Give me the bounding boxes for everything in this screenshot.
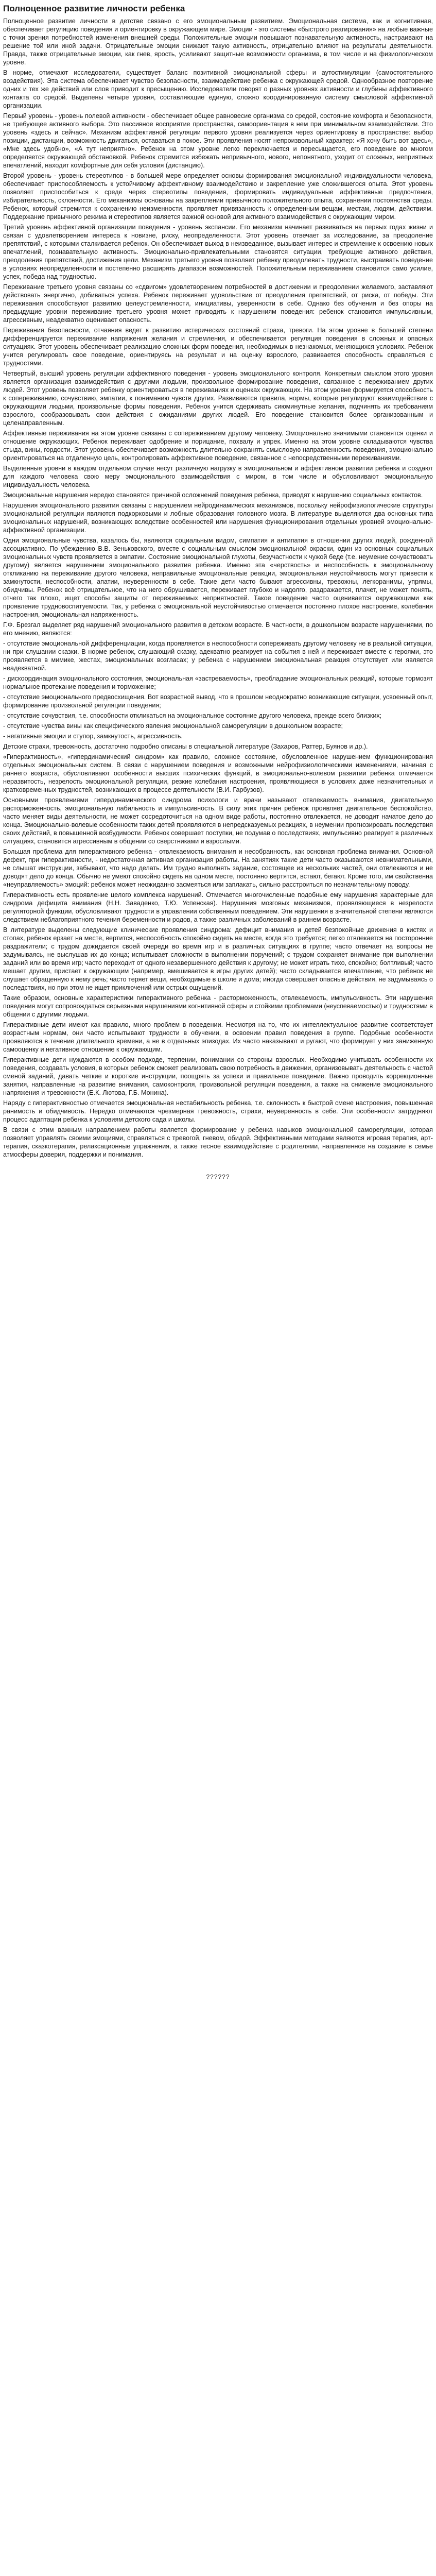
paragraph: «Гиперактивность», «гипердинамический синдром» как правило, сложное состояние, обусловленное нарушением функционирования отдельных эмоциональных систем. В связи с нарушением поведения и возможными нейрофизиологическими изменениями, начиная с раннего возраста, обусловливают особенности высших психических функций, в эмоционально-волевом развитии ребенка отмечается неразвитость, незрелость эмоциональной регуляции, резкие колебания настроения, проявляющиеся в условиях даже незначительных и кратковременных трудностей, возникающих в процессе деятельности (В.И. Гарбузов).: [3, 753, 433, 794]
paragraph: Основными проявлениями гипердинамического синдрома психологи и врачи называют отвлекаемость внимания, двигательную расторможенность, эмоциональную лабильность и импульсивность. В силу этих причин ребенок проявляет двигательное беспокойство, часто меняет виды деятельности, не может сосредоточиться на одном виде работы, постоянно отвлекается, не доводит начатое дело до конца. Эмоционально-волевые особенности таких детей проявляются в непредсказуемых реакциях, в неумении прогнозировать последствия своих действий, в повышенной возбудимости. Ребенок совершает поступки, не подумав о последствиях, импульсивно реагирует в различных ситуациях, становится агрессивным в общении со сверстниками и взрослыми.: [3, 796, 433, 845]
paragraph: Третий уровень аффективной организации поведения - уровень экспансии. Его механизм начинает развиваться на первых годах жизни и связан с удовлетворением интереса к новизне, риску, неопределенности. Этот уровень отвечает за исследование, за преодоление препятствий, с которыми сталкивается ребенок. Он обеспечивает выход в неизведанное, вызывает интерес и стремление к освоению новых впечатлений, познавательную активность. Эмоционально-привлекательными становятся ситуации, требующие активного действия, преодоления препятствий, достижения цели. Механизм третьего уровня позволяет ребенку преодолевать трудности, выстраивать поведение в условиях неопределенности и постепенно расширять диапазон возможностей. Положительным переживанием становится само усилие, успех, победа над трудностью.: [3, 224, 433, 281]
paragraph: Четвертый, высший уровень регуляции аффективного поведения - уровень эмоционального контроля. Конкретным смыслом этого уровня является организация взаимодействия с другими людьми, произвольное формирование поведения, связанное с переживанием других людей. Этот уровень позволяет ребенку ориентироваться в переживаниях и оценках окружающих. На этом уровне формируется способность к сопереживанию, сочувствию, эмпатии, к пониманию чувств других. Развиваются правила, нормы, которые регулируют взаимодействие с окружающими людьми, произвольные формы поведения. Ребенок учится сдерживать сиюминутные желания, подчинять их требованиям взрослого, сообразовывать свои действия с ожиданиями других людей. Его поведение становится более организованным и целенаправленным.: [3, 370, 433, 427]
paragraph: Переживание третьего уровня связаны со «сдвигом» удовлетворением потребностей в достижении и преодолении желаемого, заставляют действовать энергично, добиваться успеха. Ребенок переживает удовольствие от преодоления препятствий, от риска, от победы. Эти переживания способствуют развитию целеустремленности, инициативы, уверенности в себе. Однако без обучения и без опоры на предыдущие уровни переживание третьего уровня может приводить к нарушениям поведения: ребенок становится импульсивным, агрессивным, неадекватно оценивает опасность.: [3, 283, 433, 324]
paragraph: Детские страхи, тревожность, достаточно подробно описаны в специальной литературе (Захаров, Раттер, Буянов и др.).: [3, 743, 368, 751]
paragraph: Первый уровень - уровень полевой активности - обеспечивает общее равновесие организма со средой, состояние комфорта и безопасности, не требующее активного выбора. Это пассивное восприятие пространства, самоориентация в нем при минимальном взаимодействии. Это уровень «здесь и сейчас». Механизм аффективной регуляции первого уровня реализуется через ориентировку в пространстве: выбор позиции, дистанции, возможность двигаться, оставаться в покое. Эти проявления носят непроизвольный характер: «Я хочу быть вот здесь», «Мне здесь удобно», «А тут неприятно». Ребенок на этом уровне легко переключается и пересыщается, его поведение во многом определяется окружающей обстановкой. Ребенок стремится избежать непривычного, нового, непонятного, уходит от сложных, неприятных впечатлений, находит комфортные для себя условия (дистанцию).: [3, 112, 433, 170]
paragraph: Гиперактивные дети имеют как правило, много проблем в поведении. Несмотря на то, что их интеллектуальное развитие соответствует возрастным нормам, они часто испытывают трудности в обучении, в освоении правил поведения в группе. Подобные особенности проявляются в течение длительного времени, а не в отдельных эпизодах. Их часто наказывают и ругают, что формирует у них заниженную самооценку и негативное отношение к окружающим.: [3, 1021, 433, 1054]
paragraph: В норме, отмечают исследователи, существует баланс позитивной эмоциональной сферы и аутостимуляции (самостоятельного воздействия). Эта система обеспечивает чувство безопасности, взаимодействие ребенка с окружающей средой. Однообразное повторение одних и тех же действий или слов приводит к пресыщению. Исследователи говорят о разных уровнях активности и глубины аффективного контакта со средой. Выделены четыре уровня, составляющие единую, сложно координированную систему смысловой аффективной организации.: [3, 69, 433, 110]
paragraph: - отсутствие сочувствия, т.е. способности откликаться на эмоциональное состояние другого человека, прежде всего близких;: [3, 712, 382, 720]
paragraph: Эмоциональные нарушения нередко становятся причиной осложнений поведения ребенка, приводят к нарушению социальных контактов.: [3, 492, 423, 499]
paragraph: Нарушения эмоционального развития связаны с нарушением нейродинамических механизмов, поскольку нейрофизиологические структуры эмоциональной регуляции являются подкорковыми и лобные образования головного мозга. В литературе выделяются два основных типа эмоциональных нарушений, возникающих вследствие особенностей или нарушения функционирования отдельных уровней эмоционально-аффективной организации.: [3, 502, 433, 534]
paragraph: Гиперактивность есть проявление целого комплекса нарушений. Отмечается многочисленные подобные ему нарушения характерные для синдрома дефицита внимания (Н.Н. Заваденко, Т.Ю. Успенская). Нарушения мозговых механизмов, проявляющиеся в незрелости регуляторной функции, обусловливают трудности в управлении собственным поведением. Эти нарушения в значительной степени являются следствием неблагоприятного течения беременности и родов, а также различных заболеваний в раннем возрасте.: [3, 891, 433, 924]
paragraph: - негативные эмоции и ступор, замкнутость, агрессивность.: [3, 733, 183, 740]
paragraph: Аффективные переживания на этом уровне связаны с сопереживанием другому человеку. Эмоционально значимыми становятся оценки и отношение окружающих. Ребенок переживает одобрение и порицание, похвалу и упрек. Именно на этом уровне складываются чувства стыда, вины, гордости. Этот уровень обеспечивает возможность длительно сохранять смысловую направленность поведения, эмоционально ориентироваться на отдаленную цель, контролировать аффективное поведение, связанное с непосредственными переживаниями.: [3, 430, 433, 462]
paragraph: Переживания безопасности, отчаяния ведет к развитию истерических состояний страха, тревоги. На этом уровне в большей степени дифференцируется переживание напряжения желания и стремления, и обеспечивается регуляция поведения в сложных и опасных ситуациях. Этот уровень обеспечивает реализацию сложных форм поведения, необходимых в незнакомых, меняющихся условиях. Ребенок учится регулировать свое поведение, ориентируясь на результат и на оценку взрослого, развивается способность справляться с трудностями.: [3, 327, 433, 367]
paragraph: - отсутствие чувства вины как специфического явления эмоциональной саморегуляции в дошкольном возрасте;: [3, 722, 343, 730]
paragraph: Одни эмоциональные чувства, казалось бы, являются социальным видом, симпатия и антипатия в отношении других людей, рожденной ассоциативно. По убеждению В.В. Зеньковского, вместе с социальным смыслом эмоциональной окраски, один из основных социальных эмоциональных чувств проявляется в эмпатии. Состояние эмоциональной глухоты, безучастности к чужой беде (т.е. неумение сочувствовать другому) является нарушением эмоционального развития ребенка. Именно эта «черствость» и неспособность к эмоциональному откликанию на переживание другого человека, неправильные эмоциональные реакции, эмоциональная неустойчивость могут привести к замкнутости, неспособности, апатии, неуверенности в себе. Такие дети часто бывают агрессивны, тревожны, легкоранимы, упрямы, обидчивы. Ребенок всё отрицательное, что на него обрушивается, переживает глубоко и надолго, раздражается, плачет, не может понять, отчего так плохо, ищет способы защиты от переживаемых неприятностей. Такое поведение часто оценивается окружающими как проявление трудновоспитуемости. Так, у ребенка с эмоциональной неустойчивостью отмечается постоянно плохое настроение, колебания настроения, эмоциональная напряженность.: [3, 537, 433, 619]
paragraph: В литературе выделены следующие клинические проявления синдрома: дефицит внимания и детей безпокойные движения в кистях и стопах, ребенок ерзает на месте, вертится, неспособность спокойно сидеть на месте, когда это требуется; легко отвлекается на посторонние раздражители; с трудом дожидается своей очереди во время игр и в различных ситуациях в группе; часто отвечает на вопросы не задумываясь, не выслушав их до конца; испытывает сложности в выполнении поручений; с трудом сохраняет внимание при выполнении заданий или во время игр; часто переходит от одного незавершенного действия к другому; не может играть тихо, спокойно; болтливый; часто мешает другим, пристает к окружающим (например, вмешивается в игры других детей); часто складывается впечатление, что ребенок не слушает обращенную к нему речь; часто теряет вещи, необходимые в школе и дома; иногда совершает опасные действия, не задумываясь о последствиях, но при этом не ищет приключений или острых ощущений.: [3, 926, 433, 992]
paragraph: - дискоординация эмоционального состояния, эмоциональная «застреваемость», преобладание эмоциональных реакций, которые тормозят нормальное протекание поведения и торможение;: [3, 675, 433, 691]
paragraph: В связи с этим важным направлением работы является формирование у ребенка навыков эмоциональной саморегуляции, которая позволяет управлять своими эмоциями, справляться с тревогой, гневом, обидой. Эффективными методами являются игровая терапия, арт-терапия, сказкотерапия, релаксационные упражнения, а также тесное взаимодействие с родителями, направленное на создание в семье атмосферы доверия, поддержки и понимания.: [3, 1126, 433, 1159]
paragraph: Большая проблема для гиперактивного ребенка - отвлекаемость внимания и несобранность, как основная проблема внимания. Основной дефект, при гиперактивности, - недостаточная активная организация работы. На занятиях такие дети часто оказываются невнимательными, не слышат инструкции, забывают, что надо делать. Им трудно выполнять задание, состоящее из нескольких частей, они отвлекаются и не доводят дело до конца. Обычно не умеют спокойно сидеть на одном месте, постоянно вертятся, встают, бегают. Кроме того, им свойственна «неуправляемость» эмоций: ребенок может неожиданно засмеяться или заплакать, сильно расстроиться по незначительному поводу.: [3, 848, 433, 889]
footer-marks: ??????: [206, 1173, 230, 1181]
paragraph: Наряду с гиперактивностью отмечается эмоциональная нестабильность ребенка, т.е. склонность к быстрой смене настроения, повышенная ранимость и обидчивость. Нередко отмечаются чрезмерная тревожность, страхи, неуверенность в себе. Эти особенности затрудняют процесс адаптации ребенка к условиям детского сада и школы.: [3, 1099, 433, 1124]
paragraph: Второй уровень - уровень стереотипов - в большей мере определяет основы формирования эмоциональной индивидуальности человека, обеспечивает приспособляемость к устойчивому аффективному взаимодействию и закрепление уже сложившегося опыта. Этот уровень позволяет приспособиться к среде через стереотипы поведения, формировать индивидуальные аффективные предпочтения, избирательность, склонности. Его механизмы основаны на закреплении привычного положительного опыта, сохранении постоянства среды. Ребенок, который стремится к сохранению неизменности, проявляет привязанность к определенным вещам, местам, людям, действиям. Поддержание привычного режима и стереотипов является важной основой для активного взаимодействия с окружающим миром.: [3, 172, 433, 221]
paragraph: - отсутствие эмоциональной дифференциации, когда проявляется в неспособности сопереживать другому человеку не в реальной ситуации, ни при слушании сказки. В норме ребенок, слушающий сказку, адекватно реагирует на события в ней и переживает вместе с героями, это проявляется в мимике, жестах, эмоциональных возгласах; у ребенка с нарушением эмоциональная реакция отсутствует или является неадекватной.: [3, 640, 433, 672]
paragraph: Гиперактивные дети нуждаются в особом подходе, терпении, понимании со стороны взрослых. Необходимо учитывать особенности их поведения, создавать условия, в которых ребенок сможет реализовать свою потребность в движении, организовывать деятельность с частой сменой заданий, давать четкие и короткие инструкции, поощрять за успехи и правильное поведение. Важно проводить коррекционные занятия, направленные на развитие внимания, самоконтроля, произвольной регуляции поведения, а также на снижение эмоционального напряжения и тревожности (Е.К. Лютова, Г.Б. Монина).: [3, 1056, 433, 1097]
paragraph: Полноценное развитие личности в детстве связано с его эмоциональным развитием. Эмоциональная система, как и когнитивная, обеспечивает регуляцию поведения и ориентировку в окружающем мире. Эмоции - это системы «быстрого реагирования» на любые важные с точки зрения потребностей изменения внешней среды. Положительные эмоции повышают познавательную активность, настраивают на решение той или иной задачи. Отрицательные эмоции снижают такую активность, отрицательно влияют на результаты деятельности. Правда, также отрицательные эмоции, как гнев, ярость, усиливают защитные возможности организма, в том числе и на физиологическом уровне.: [3, 18, 433, 66]
paragraph: Выделенные уровни в каждом отдельном случае несут различную нагрузку в эмоциональном и аффективном развитии ребенка и создают для каждого человека свою меру эмоционального взаимодействия с миром, в том числе и обусловливают эмоциональную индивидуальность человека.: [3, 465, 433, 489]
paragraph: Г.Ф. Брезгал выделяет ряд нарушений эмоционального развития в детском возрасте. В частности, в дошкольном возрасте нарушениями, по его мнению, являются:: [3, 621, 433, 637]
paragraph: - отсутствие эмоционального предвосхищения. Вот возрастной вывод, что в прошлом неоднократно возникающие ситуации, усвоенный опыт, формирование произвольной регуляции поведения;: [3, 693, 433, 709]
paragraph: Такие образом, основные характеристики гиперактивного ребенка - расторможенность, отвлекаемость, импульсивность. Эти нарушения поведения могут сопровождаться серьезными нарушениями когнитивной сферы и стойкими проблемами (неуспеваемостью) и трудностями в общении с другими людьми.: [3, 994, 433, 1019]
document-body: [3, 17, 433, 1159]
document-page: [0, 0, 436, 1191]
document-title: Полноценное развитие личности ребенка: [3, 4, 185, 13]
